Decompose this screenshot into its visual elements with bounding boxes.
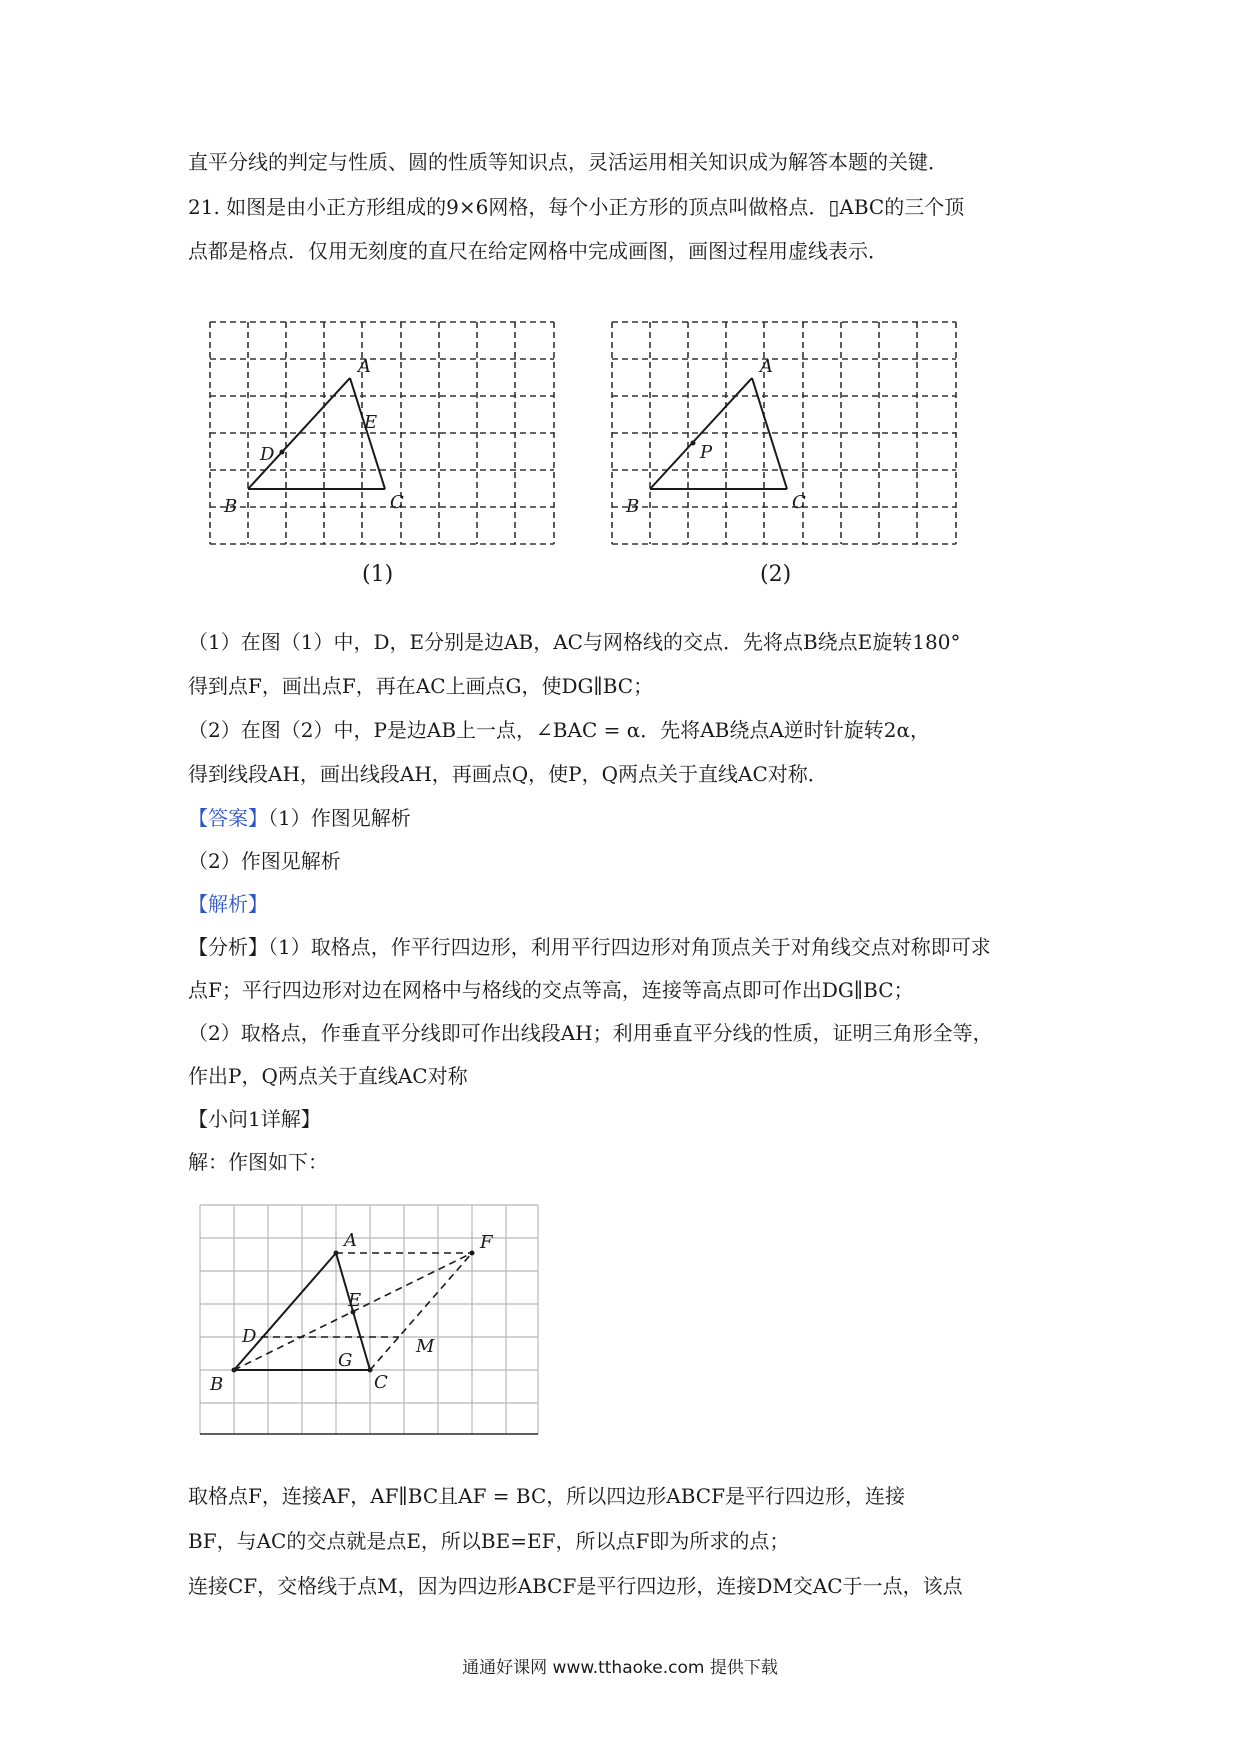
solution-figure: [198, 1202, 543, 1438]
solution-line: 连接CF，交格线于点M，因为四边形ABCF是平行四边形，连接DM交AC于一点，该点: [188, 1574, 963, 1598]
analysis-line: 点F；平行四边形对边在网格中与格线的交点等高，连接等高点即可作出DG∥BC；: [188, 978, 914, 1002]
label-C: C: [390, 492, 404, 513]
analysis-line: 作出P，Q两点关于直线AC对称: [188, 1064, 468, 1088]
text-line: 直平分线的判定与性质、圆的性质等知识点，灵活运用相关知识成为解答本题的关键．: [188, 150, 948, 174]
question-part-2: （2）在图（2）中，P是边AB上一点，∠BAC = α．先将AB绕点A逆时针旋转2α，: [188, 718, 931, 742]
label-A: A: [344, 1230, 357, 1251]
label-B: B: [626, 496, 640, 517]
label-E: E: [348, 1290, 362, 1311]
figure-2-caption: (2): [760, 562, 792, 587]
question-part-2-cont: 得到线段AH，画出线段AH，再画点Q，使P，Q两点关于直线AC对称．: [188, 762, 828, 786]
label-G: G: [338, 1350, 353, 1371]
answer-2: （2）作图见解析: [188, 849, 341, 873]
page-footer: 通通好课网 www.tthaoke.com 提供下载: [462, 1658, 778, 1678]
label-F: F: [480, 1232, 493, 1253]
label-B: B: [210, 1374, 224, 1395]
label-D: D: [260, 444, 275, 465]
label-C: C: [374, 1372, 388, 1393]
figure-1-caption: (1): [362, 562, 394, 587]
answer-1: （1）作图见解析: [268, 806, 411, 830]
answer-line: [188, 804, 411, 832]
label-P: P: [700, 442, 713, 463]
label-C: C: [792, 492, 806, 513]
analysis-line: 【分析】（1）取格点，作平行四边形，利用平行四边形对角顶点关于对角线交点对称即可求: [188, 935, 991, 959]
question-part-1-cont: 得到点F，画出点F，再在AC上画点G，使DG∥BC；: [188, 674, 654, 698]
subquestion-heading: 【小问1详解】: [188, 1107, 321, 1131]
question-line: 点都是格点．仅用无刻度的直尺在给定网格中完成画图，画图过程用虚线表示．: [188, 239, 888, 263]
label-B: B: [224, 496, 238, 517]
analysis-tag: 【解析】: [188, 892, 268, 916]
label-A: A: [760, 356, 773, 377]
question-line: 21. 如图是由小正方形组成的9×6网格，每个小正方形的顶点叫做格点．▯ABC的三个顶: [188, 195, 965, 219]
analysis-line: （2）取格点，作垂直平分线即可作出线段AH；利用垂直平分线的性质，证明三角形全等，: [188, 1021, 993, 1045]
figure-2: [610, 320, 962, 552]
question-part-1: （1）在图（1）中，D，E分别是边AB，AC与网格线的交点．先将点B绕点E旋转180°: [188, 630, 961, 654]
solution-intro: 解：作图如下：: [188, 1150, 328, 1174]
solution-line: 取格点F，连接AF，AF∥BC且AF = BC，所以四边形ABCF是平行四边形，连接: [188, 1484, 905, 1508]
label-M: M: [416, 1336, 435, 1357]
figure-1: [208, 320, 560, 552]
label-A: A: [358, 356, 371, 377]
solution-line: BF，与AC的交点就是点E，所以BE=EF，所以点F即为所求的点；: [188, 1529, 790, 1553]
answer-tag: 【答案】: [188, 806, 268, 830]
label-E: E: [364, 412, 378, 433]
label-D: D: [242, 1326, 257, 1347]
